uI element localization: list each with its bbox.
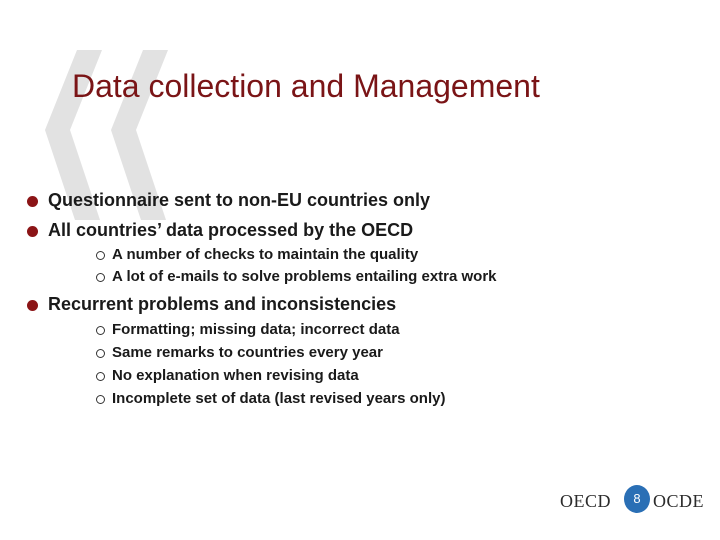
sub-bullet-ring-icon [96,326,105,335]
slide-title: Data collection and Management [72,68,540,104]
sub-bullet-ring-icon [96,349,105,358]
bullet-item: Recurrent problems and inconsistencies [48,294,397,314]
sub-bullet-item: A number of checks to maintain the quality [112,246,419,263]
sub-bullet-item: Incomplete set of data (last revised years only) [112,390,446,407]
sub-bullet-ring-icon [96,251,105,260]
bullet-dot-icon [27,226,38,237]
oecd-logo [552,485,702,519]
bullet-dot-icon [27,196,38,207]
sub-bullet-item: No explanation when revising data [112,367,359,384]
sub-bullet-ring-icon [96,273,105,282]
bullet-dot-icon [27,300,38,311]
logo-text-oecd: OECD [560,491,611,511]
sub-bullet-ring-icon [96,395,105,404]
bullet-item: All countries’ data processed by the OECD [48,220,414,240]
sub-bullet-item: Same remarks to countries every year [112,344,383,361]
bullet-item: Questionnaire sent to non-EU countries only [48,190,431,210]
sub-bullet-item: Formatting; missing data; incorrect data [112,321,400,338]
sub-bullet-ring-icon [96,372,105,381]
logo-text-ocde: OCDE [653,491,704,511]
sub-bullet-item: A lot of e-mails to solve problems entailing extra work [112,268,497,285]
page-number: 8 [633,491,641,506]
